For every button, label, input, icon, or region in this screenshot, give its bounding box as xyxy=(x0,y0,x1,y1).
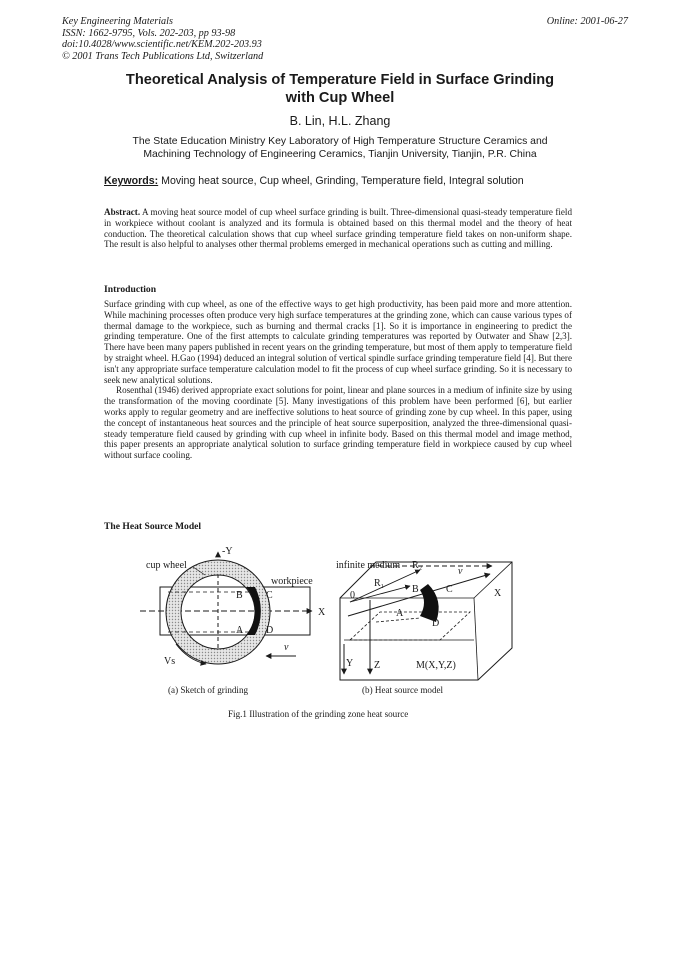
x-axis-3d xyxy=(348,574,490,616)
paper-title xyxy=(80,72,600,107)
point-b-3d-label: B xyxy=(412,584,419,595)
figure-1 xyxy=(0,540,678,700)
caption-b: (b) Heat source model xyxy=(362,685,444,695)
point-a-3d-label: A xyxy=(396,608,404,619)
point-b-label: B xyxy=(236,590,243,601)
y-axis-label: -Y xyxy=(222,546,233,557)
x-3d-label: X xyxy=(494,588,502,599)
point-d-3d-label: D xyxy=(432,618,440,629)
keywords-text: Moving heat source, Cup wheel, Grinding, Temperature field, Integral solution xyxy=(161,175,524,187)
y-3d-label: Y xyxy=(346,658,354,669)
title-line-1: Theoretical Analysis of Temperature Field in Surface Grinding xyxy=(125,72,555,88)
keywords xyxy=(104,175,584,187)
figure-caption: Fig.1 Illustration of the grinding zone heat source xyxy=(228,709,409,719)
medium-label: infinite medium xyxy=(336,560,401,571)
introduction-heading: Introduction xyxy=(104,284,157,295)
intro-paragraph-2: Rosenthal (1946) derived appropriate exact solutions for point, linear and plane sources in a medium of infinite size by using the transformation of the moving coordinate [5]. Many investigations of this problem have been performed [6], but earlier works apply to regular geometry and are ineffective solutions to heat source of grinding zone by cup wheel. In this paper, using the concept of instantaneous heat sources and the principle of heat source superposition, analyzed the three-dimensional quasi-steady temperature field caused by grinding with cup wheel in infinite body. Based on this thermal model and image method, this paper presents an appropriate analytical solution to surface grinding temperature field in workpiece caused by cup wheel without surface cooling. xyxy=(104,385,572,461)
point-a-label: A xyxy=(236,625,244,636)
issn-line: ISSN: 1662-9795, Vols. 202-203, pp 93-98 xyxy=(62,27,236,39)
z-3d-label: Z xyxy=(374,660,381,671)
origin-label: 0 xyxy=(350,590,355,601)
point-m-label: M(X,Y,Z) xyxy=(416,660,456,671)
point-c-3d-label: C xyxy=(446,584,453,595)
abstract-text: A moving heat source model of cup wheel surface grinding is built. Three-dimensional quasi-steady temperature field in workpiece without coolant is analyzed and its formula is obtained based on this thermal model and the theory of heat conduction. The theoretical calculation shows that cup wheel surface grinding temperature field takes on non-uniform shape. The result is also helpful to analyses other thermal problems emerged in mechanical operations such as cutting and milling. xyxy=(104,207,572,250)
r1-label: R₁ xyxy=(374,578,385,589)
block-front-right-edge xyxy=(474,598,478,680)
caption-a: (a) Sketch of grinding xyxy=(168,685,249,695)
heat-source-heading: The Heat Source Model xyxy=(104,521,202,532)
keywords-label: Keywords: xyxy=(104,175,159,187)
heat-source-model xyxy=(336,560,512,680)
sketch-of-grinding xyxy=(140,546,326,667)
intro-paragraph-1: Surface grinding with cup wheel, as one of the effective ways to get high productivity, has been paid more and more attention. While machining processes often produce very high surface temperatures at the grinding zone, which can cause various types of thermal damage to the workpiece, such as burning and thermal cracks [1]. So it is importance in engineering to predict the grinding temperature. One of the first attempts to calculate grinding temperatures was reported by Outwater and Shaw [2,3]. There have been many papers published in recent years on the grinding temperature, but most of them apply to temperature field by straight wheel. H.Gao (1994) deduced an integral solution of vertical spindle surface grinding temperature field [4]. But there isn't any appropriate surface temperature calculation model to fit the process of cup wheel surface grinding. So it is necessary to seek new analytical solutions. xyxy=(104,299,572,385)
velocity-label: ν xyxy=(458,566,463,577)
affiliation xyxy=(86,136,594,161)
wheel-speed-label: Vs xyxy=(164,656,176,667)
surface-plane xyxy=(350,612,470,640)
r2-label: R₂ xyxy=(412,560,423,571)
online-date: Online: 2001-06-27 xyxy=(546,16,628,27)
title-line-2: with Cup Wheel xyxy=(285,89,395,106)
author-list: B. Lin, H.L. Zhang xyxy=(289,114,391,128)
journal-metadata xyxy=(62,16,263,62)
doi-line[interactable]: doi:10.4028/www.scientific.net/KEM.202-203.93 xyxy=(62,39,262,51)
copyright-line: © 2001 Trans Tech Publications Ltd, Switzerland xyxy=(62,50,264,62)
workpiece-label: workpiece xyxy=(271,576,313,587)
affiliation-line-1: The State Education Ministry Key Laboratory of High Temperature Structure Ceramics and xyxy=(132,136,548,147)
affiliation-line-2: Machining Technology of Engineering Ceramics, Tianjin University, Tianjin, P.R. China xyxy=(143,148,537,160)
point-d-label: D xyxy=(266,625,274,636)
introduction-body xyxy=(104,299,572,461)
journal-name: Key Engineering Materials xyxy=(62,16,173,27)
cup-wheel-label: cup wheel xyxy=(146,560,187,571)
abstract-label: Abstract. xyxy=(104,207,141,217)
block-top-right-edge xyxy=(474,562,512,598)
point-c-label: C xyxy=(266,590,273,601)
x-axis-label: X xyxy=(318,607,326,618)
feed-velocity-label: ν xyxy=(284,642,289,653)
abstract xyxy=(104,207,572,250)
figure-1-drawing xyxy=(0,540,678,700)
